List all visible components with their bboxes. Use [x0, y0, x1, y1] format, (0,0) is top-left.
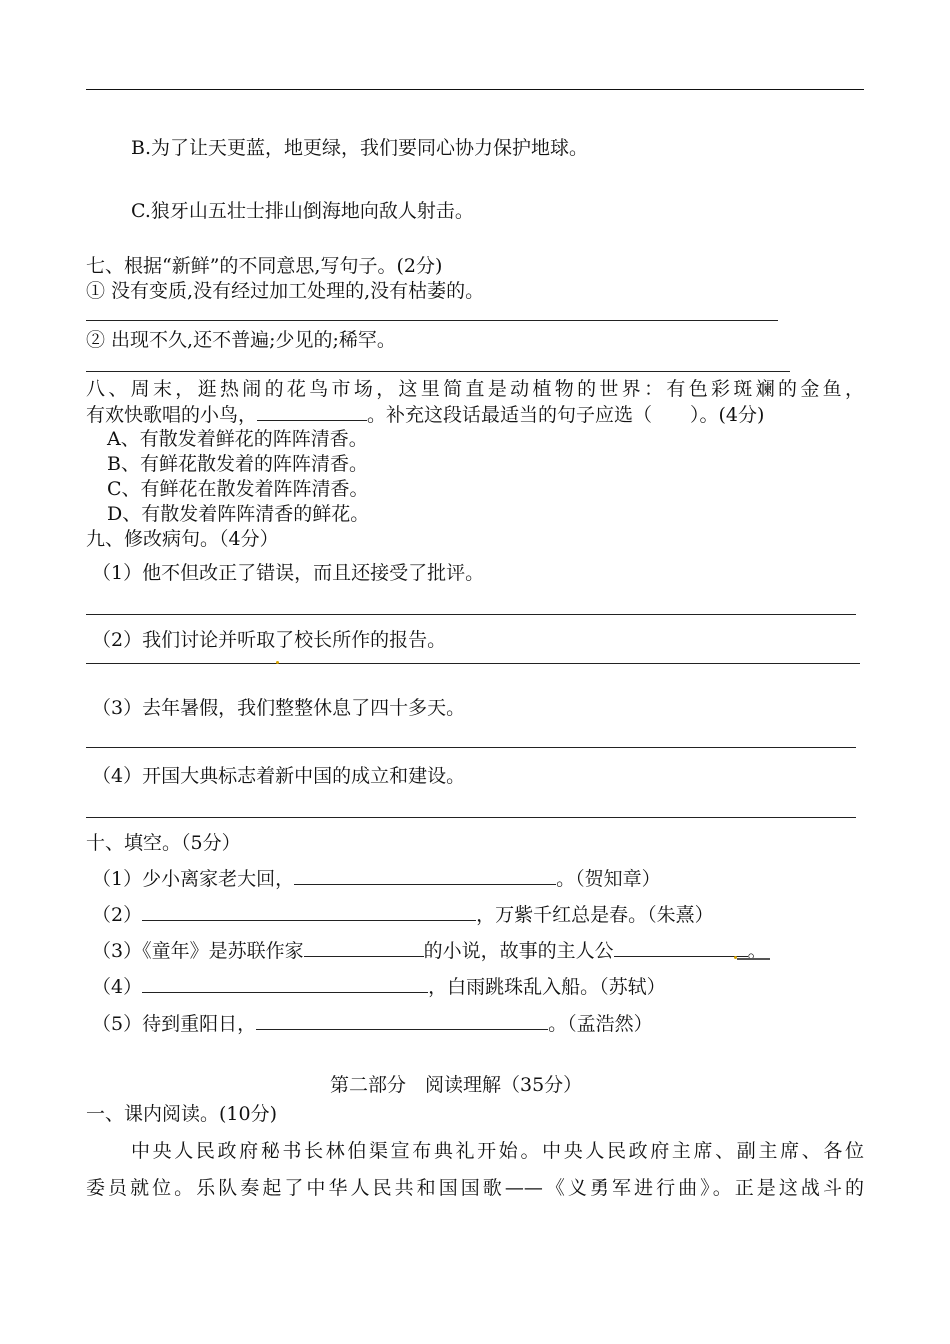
- fill-item-3: [92, 938, 767, 963]
- fill-blank[interactable]: [256, 1011, 548, 1030]
- answer-line-1: [86, 614, 856, 615]
- section-8-line-2: [86, 402, 764, 427]
- meaning-2: ② 出现不久,还不普遍;少见的;稀罕。: [86, 329, 396, 351]
- fill-item-5: [92, 1011, 653, 1036]
- sick-sentence-2: （2）我们讨论并听取了校长所作的报告。: [92, 629, 447, 651]
- sick-sentence-3: （3）去年暑假，我们整整休息了四十多天。: [92, 697, 466, 719]
- fill-item-4-prefix: （4）: [92, 976, 143, 998]
- fill-item-2-prefix: （2）: [92, 904, 143, 926]
- fill-item-3-suffix: 。: [747, 940, 767, 962]
- option-b-sentence: B.为了让天更蓝，地更绿，我们要同心协力保护地球。: [131, 137, 589, 159]
- fill-item-3-middle: 的小说，故事的主人公: [423, 940, 614, 962]
- reading-paragraph-line-2: 委员就位。乐队奏起了中华人民共和国国歌——《义勇军进行曲》。正是这战斗的: [86, 1177, 864, 1199]
- reading-subheading: 一、课内阅读。(10分): [86, 1103, 278, 1125]
- stray-underline: [737, 958, 770, 960]
- answer-line-2: [86, 663, 860, 664]
- stray-mark: [276, 661, 279, 664]
- section-8-line-1: 八、周末，逛热闹的花鸟市场，这里简直是动植物的世界：有色彩斑斓的金鱼，: [86, 378, 864, 400]
- fill-blank[interactable]: [142, 902, 476, 921]
- option-c-sentence: C.狼牙山五壮士排山倒海地向敌人射击。: [131, 200, 474, 222]
- section-8-line-2-end: 。补充这段话最适当的句子应选（ ）。(4分): [367, 404, 765, 426]
- fill-item-1: [92, 866, 661, 891]
- fill-item-5-prefix: （5）待到重阳日，: [92, 1013, 257, 1035]
- part-2-title: 第二部分 阅读理解（35分）: [330, 1074, 583, 1096]
- header-rule: [86, 89, 864, 90]
- answer-line-meaning-2: [86, 371, 790, 372]
- sick-sentence-1: （1）他不但改正了错误，而且还接受了批评。: [92, 562, 485, 584]
- fill-item-2: [92, 902, 714, 927]
- meaning-1: ① 没有变质,没有经过加工处理的,没有枯萎的。: [86, 280, 485, 302]
- fill-item-1-prefix: （1）少小离家老大回，: [92, 868, 295, 890]
- section-10-heading: 十、填空。（5分）: [86, 832, 241, 854]
- answer-line-3: [86, 747, 856, 748]
- section-9-heading: 九、修改病句。（4分）: [86, 528, 279, 550]
- sick-sentence-4: （4）开国大典标志着新中国的成立和建设。: [92, 765, 466, 787]
- answer-line-4: [86, 817, 856, 818]
- section-8-line-2-start: 有欢快歌唱的小鸟，: [86, 404, 258, 426]
- fill-item-4: [92, 974, 666, 999]
- fill-item-4-suffix: ，白雨跳珠乱入船。（苏轼）: [428, 976, 666, 998]
- fill-item-1-suffix: 。（贺知章）: [556, 868, 661, 890]
- choice-c: C、有鲜花在散发着阵阵清香。: [107, 478, 369, 500]
- fill-blank[interactable]: [142, 974, 428, 993]
- fill-item-2-suffix: ，万紫千红总是春。（朱熹）: [476, 904, 714, 926]
- reading-paragraph-line-1: 中央人民政府秘书长林伯渠宣布典礼开始。中央人民政府主席、副主席、各位: [131, 1140, 864, 1162]
- choice-a: A、有散发着鲜花的阵阵清香。: [107, 428, 368, 450]
- choice-d: D、有散发着阵阵清香的鲜花。: [107, 503, 370, 525]
- stray-mark: [734, 956, 737, 959]
- fill-item-3-prefix: （3）《童年》是苏联作家: [92, 940, 304, 962]
- fill-blank[interactable]: [614, 938, 748, 957]
- fill-item-5-suffix: 。（孟浩然）: [548, 1013, 653, 1035]
- fill-blank[interactable]: [294, 866, 556, 885]
- fill-blank[interactable]: [304, 938, 424, 957]
- choice-b: B、有鲜花散发着的阵阵清香。: [107, 453, 368, 475]
- section-7-heading: 七、根据“新鲜”的不同意思,写句子。(2分): [86, 255, 443, 277]
- answer-line-meaning-1: [86, 320, 778, 321]
- fill-blank[interactable]: [257, 402, 367, 421]
